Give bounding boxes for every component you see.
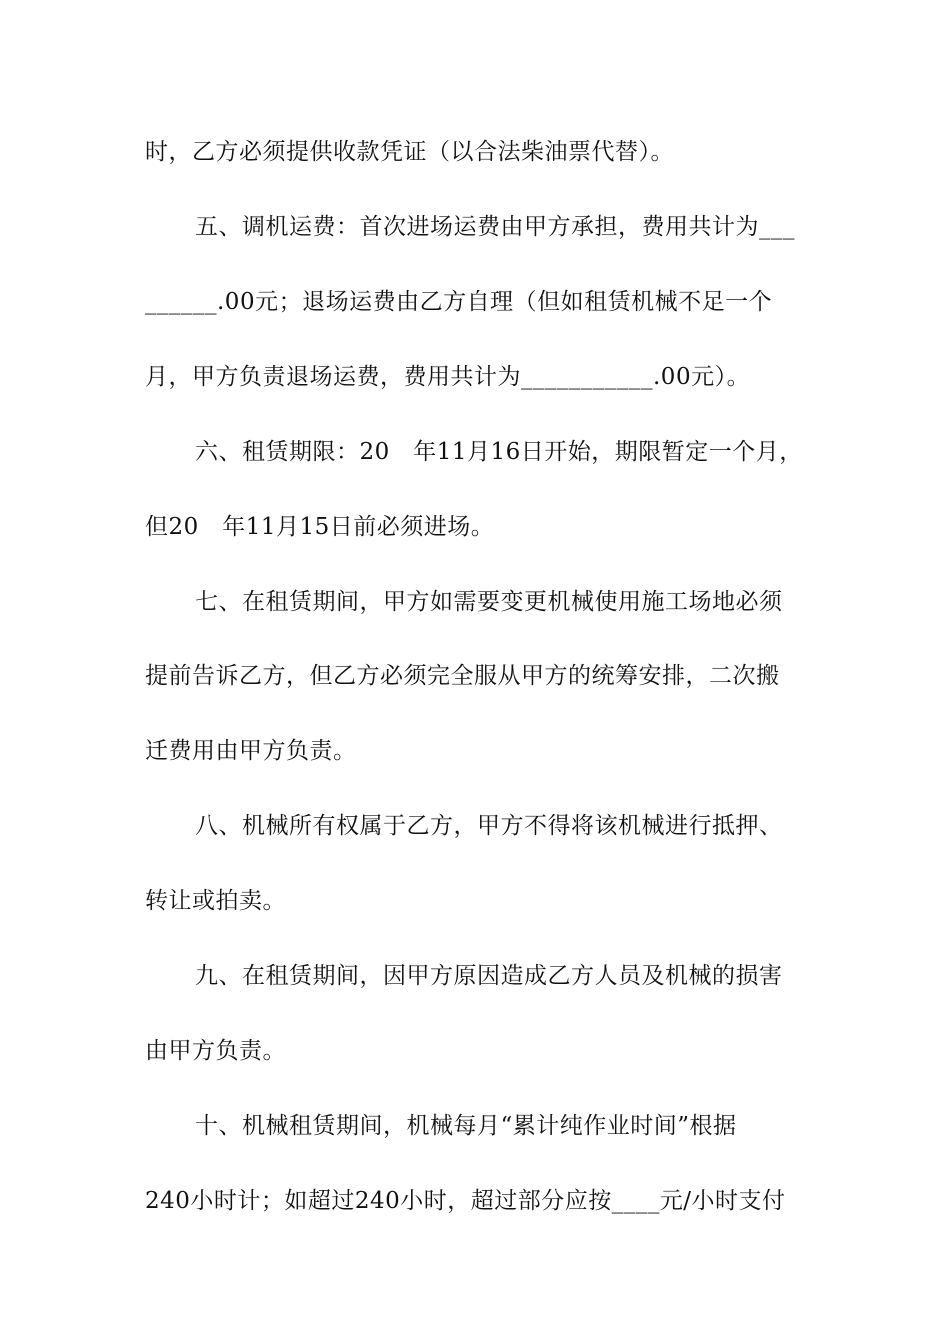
text-line: 时，乙方必须提供收款凭证（以合法柴油票代替）。 [145, 139, 674, 165]
clause-8-line: 八、机械所有权属于乙方，甲方不得将该机械进行抵押、 [195, 813, 783, 839]
text-line: 迁费用由甲方负责。 [145, 738, 357, 764]
clause-7-line: 七、在租赁期间，甲方如需要变更机械使用施工场地必须 [195, 589, 783, 615]
clause-5-line: 五、调机运费：首次进场运费由甲方承担，费用共计为___ [195, 214, 795, 240]
clause-9-line: 九、在租赁期间，因甲方原因造成乙方人员及机械的损害 [195, 963, 783, 989]
text-line: 提前告诉乙方，但乙方必须完全服从甲方的统筹安排，二次搬 [145, 663, 780, 689]
text-line: 月，甲方负责退场运费，费用共计为___________.00元）。 [145, 364, 751, 390]
text-line: 转让或拍卖。 [145, 888, 286, 914]
text-line: 240小时计；如超过240小时，超过部分应按____元/小时支付 [145, 1188, 786, 1214]
text-line: ______.00元；退场运费由乙方自理（但如租赁机械不足一个 [145, 289, 773, 315]
text-line: 由甲方负责。 [145, 1038, 286, 1064]
clause-6-line: 六、租赁期限：20 年11月16日开始，期限暂定一个月， [195, 439, 803, 465]
text-line: 但20 年11月15日前必须进场。 [145, 514, 495, 540]
clause-10-line: 十、机械租赁期间，机械每月“累计纯作业时间”根据 [195, 1113, 737, 1139]
